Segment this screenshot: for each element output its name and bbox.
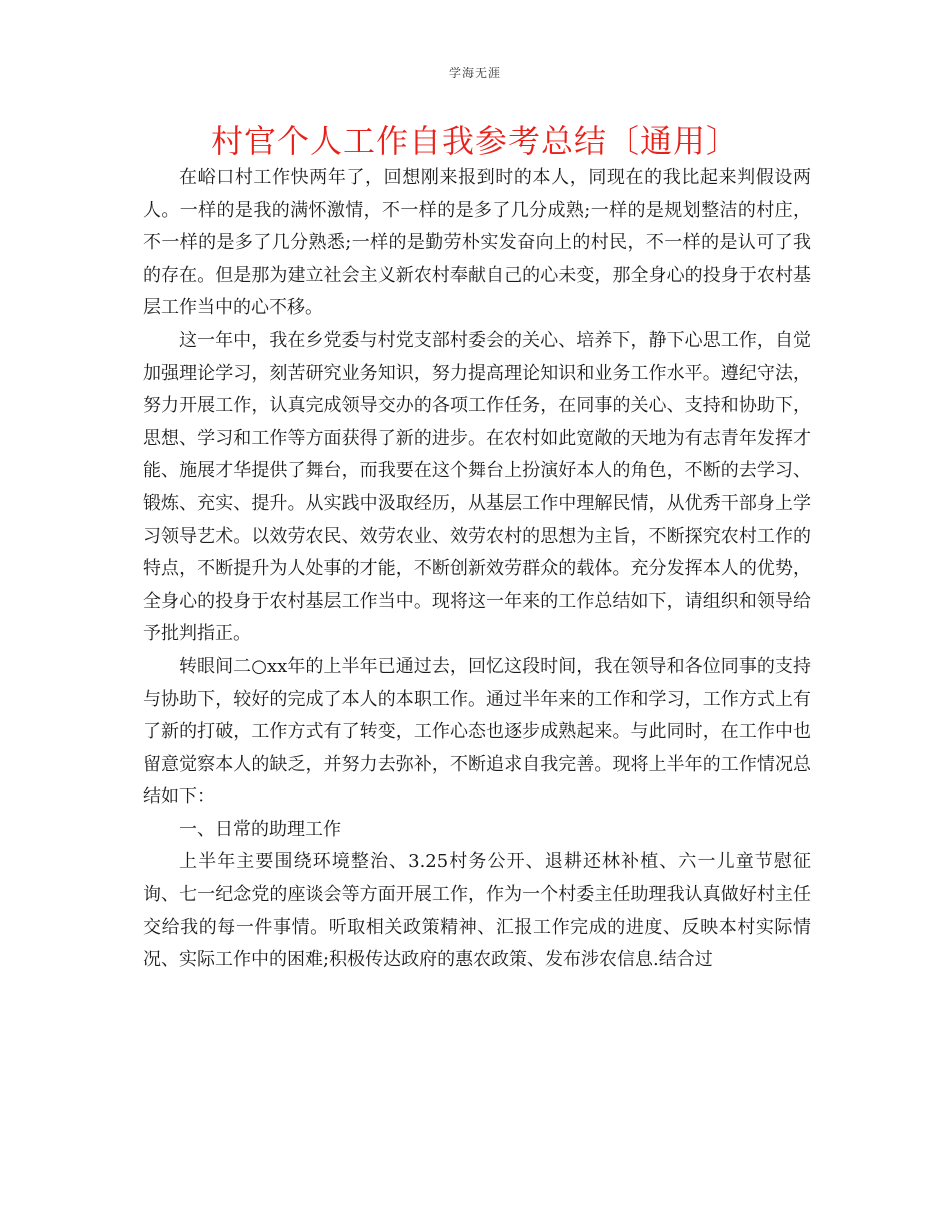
paragraph: 上半年主要围绕环境整治、3.25村务公开、退耕还林补植、六一儿童节慰征询、七一纪念党的座谈会等方面开展工作，作为一个村委主任助理我认真做好村主任交给我的每一件事情。听取相关政策精神、汇报工作完成的进度、反映本村实际情况、实际工作中的困难;积极传达政府的惠农政策、发布涉农信息.结合过 — [143, 851, 811, 971]
page-header: 学海无涯 — [448, 66, 501, 80]
document-title: 村官个人工作自我参考总结〔通用〕 — [210, 122, 739, 160]
paragraph: 在峪口村工作快两年了，回想刚来报到时的本人，同现在的我比起来判假设两人。一样的是我的满怀激情，不一样的是多了几分成熟;一样的是规划整洁的村庄，不一样的是多了几分熟悉;一样的是勤劳朴实发奋向上的村民，不一样的是认可了我的存在。但是那为建立社会主义新农村奉献自己的心未变，那全身心的投身于农村基层工作当中的心不移。 — [143, 167, 811, 319]
paragraph: 这一年中，我在乡党委与村党支部村委会的关心、培养下，静下心思工作，自觉加强理论学习，刻苦研究业务知识，努力提高理论知识和业务工作水平。遵纪守法，努力开展工作，认真完成领导交办的各项工作任务，在同事的关心、支持和协助下，思想、学习和工作等方面获得了新的进步。在农村如此宽敞的天地为有志青年发挥才能、施展才华提供了舞台，而我要在这个舞台上扮演好本人的角色，不断的去学习、锻炼、充实、提升。从实践中汲取经历，从基层工作中理解民情，从优秀干部身上学习领导艺术。以效劳农民、效劳农业、效劳农村的思想为主旨，不断探究农村工作的特点，不断提升为人处事的才能，不断创新效劳群众的载体。充分发挥本人的优势，全身心的投身于农村基层工作当中。现将这一年来的工作总结如下，请组织和领导给予批判指正。 — [143, 329, 811, 645]
paragraph: 转眼间二○xx年的上半年已通过去，回忆这段时间，我在领导和各位同事的支持与协助下，较好的完成了本人的本职工作。通过半年来的工作和学习，工作方式上有了新的打破，工作方式有了转变，工作心态也逐步成熟起来。与此同时，在工作中也留意觉察本人的缺乏，并努力去弥补，不断追求自我完善。现将上半年的工作情况总结如下： — [143, 655, 811, 808]
section-heading: 一、日常的助理工作 — [179, 818, 341, 840]
document-body — [143, 162, 811, 977]
